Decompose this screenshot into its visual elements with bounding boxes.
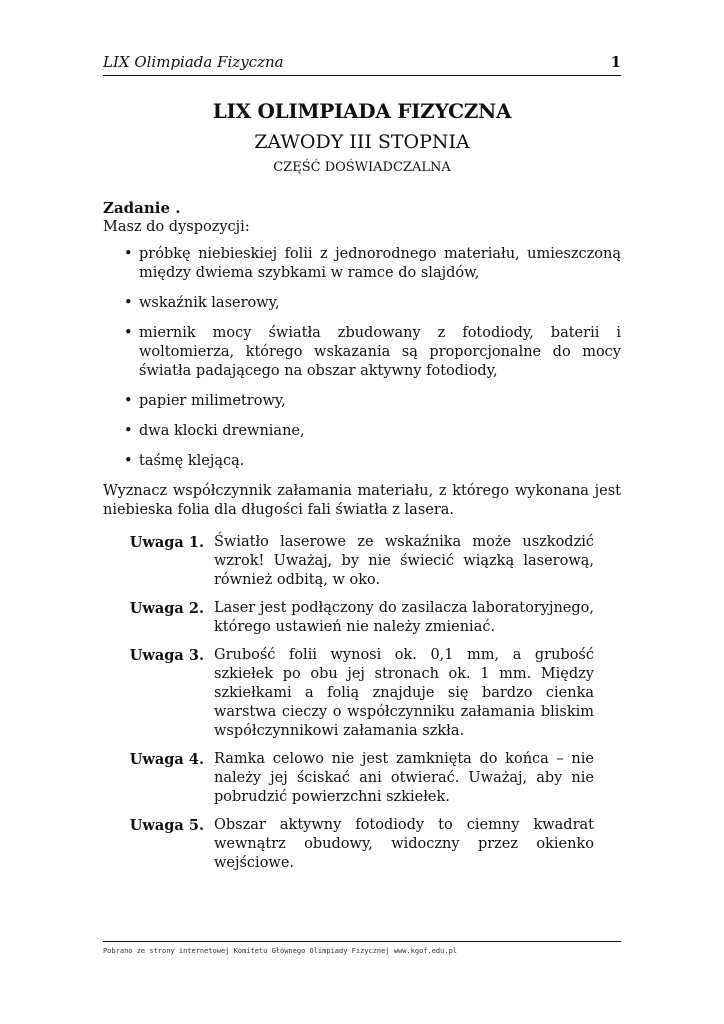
bullet-icon: • [124,393,133,409]
title-block [103,96,621,178]
note-label: Uwaga 3. [129,647,204,664]
note-label: Uwaga 4. [129,751,204,768]
equipment-list [103,245,621,471]
note-label: Uwaga 1. [129,534,204,551]
note-text: Światło laserowe ze wskaźnika może uszkodzić wzrok! Uważaj, by nie świecić wiązką laserową, również odbitą, w oko. [214,534,594,588]
list-item-text: dwa klocki drewniane, [139,423,305,439]
note-5 [103,816,621,873]
task-instruction: Wyznacz współczynnik załamania materiału, z którego wykonana jest niebieska folia dla długości fali światła z lasera. [103,483,621,518]
document-subtitle: ZAWODY III STOPNIA [254,131,470,153]
note-label: Uwaga 2. [129,600,204,617]
notes-section [103,533,621,873]
list-item [103,245,621,283]
note-label: Uwaga 5. [129,817,204,834]
note-2 [103,599,621,637]
list-item-text: próbkę niebieskiej folii z jednorodnego materiału, umieszczoną między dwiema szybkami w ramce do slajdów, [139,246,621,281]
note-text: Obszar aktywny fotodiody to ciemny kwadrat wewnątrz obudowy, widoczny przez okienko wejściowe. [214,817,594,871]
list-item-text: miernik mocy światła zbudowany z fotodiody, baterii i woltomierza, którego wskazania są proporcjonalne do mocy światła padającego na obszar aktywny fotodiody, [139,325,621,379]
note-1 [103,533,621,590]
bullet-icon: • [124,325,133,341]
list-item-text: taśmę klejącą. [139,453,245,469]
running-header [103,52,621,72]
list-item [103,294,621,313]
document-part: CZĘŚĆ DOŚWIADCZALNA [273,160,451,175]
note-text: Grubość folii wynosi ok. 0,1 mm, a grubość szkiełek po obu jej stronach ok. 1 mm. Między szkiełkami a folią znajduje się bardzo cienka warstwa cieczy o współczynniku załamania bliskim współczynnikowi załamania szkła. [214,647,594,739]
list-item-text: wskaźnik laserowy, [139,295,280,311]
list-item [103,324,621,381]
list-item [103,422,621,441]
note-text: Ramka celowo nie jest zamknięta do końca – nie należy jej ściskać ani otwierać. Uważaj, aby nie pobrudzić powierzchni szkiełek. [214,751,594,805]
task-intro: Masz do dyspozycji: [103,219,250,235]
bullet-icon: • [124,423,133,439]
bullet-icon: • [124,453,133,469]
running-title: LIX Olimpiada Fizyczna [103,53,284,71]
list-item-text: papier milimetrowy, [139,393,286,409]
bullet-icon: • [124,246,133,262]
footer-source: Pobrano ze strony internetowej Komitetu Głównego Olimpiady Fizycznej www.kgof.edu.pl [103,947,458,955]
document-title: LIX OLIMPIADA FIZYCZNA [212,99,512,123]
note-3 [103,646,621,741]
list-item [103,392,621,411]
header-rule [103,75,621,76]
note-4 [103,750,621,807]
task-content [103,198,621,882]
page-number: 1 [610,53,621,71]
footer-rule [103,941,621,942]
note-text: Laser jest podłączony do zasilacza laboratoryjnego, którego ustawień nie należy zmieniać. [214,600,594,635]
bullet-icon: • [124,295,133,311]
list-item [103,452,621,471]
task-heading: Zadanie . [103,199,181,217]
